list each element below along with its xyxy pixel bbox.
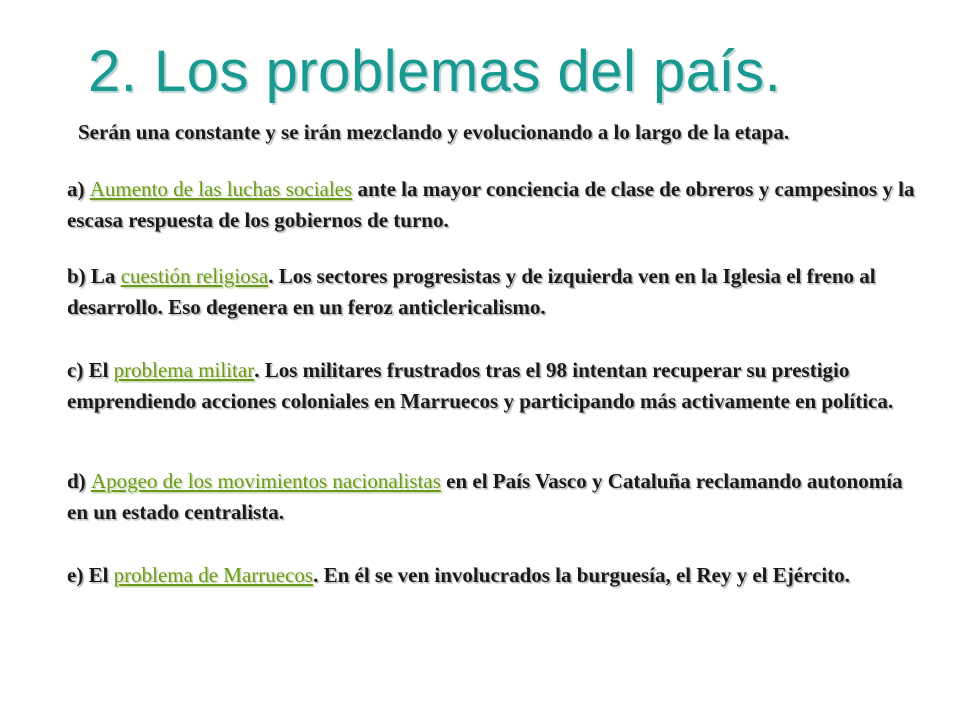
slide-subtitle: Serán una constante y se irán mezclando y evolucionando a lo largo de la etapa. [78, 120, 790, 144]
list-item-c [67, 355, 927, 417]
item-a-text: ante la mayor conciencia de clase de obreros y campesinos y la escasa respuesta de los gobiernos de turno. [67, 177, 915, 232]
item-d-text: en el País Vasco y Cataluña reclamando autonomía en un estado centralista. [67, 469, 903, 524]
item-e-prefix: e) El [67, 563, 114, 587]
list-item-a [67, 174, 927, 236]
item-d-prefix: d) [67, 469, 91, 493]
link-luchas-sociales[interactable]: Aumento de las luchas sociales [89, 177, 353, 201]
item-c-text: . Los militares frustrados tras el 98 intentan recuperar su prestigio emprendiendo acciones coloniales en Marruecos y participando más activamente en política. [67, 358, 894, 413]
link-cuestion-religiosa[interactable]: cuestión religiosa [120, 264, 269, 288]
item-b-prefix: b) La [67, 264, 121, 288]
item-b-text: . Los sectores progresistas y de izquierda ven en la Iglesia el freno al desarrollo. Eso degenera en un feroz anticlericalismo. [67, 264, 876, 319]
item-c-prefix: c) El [67, 358, 114, 382]
list-item-b [67, 261, 927, 323]
link-problema-marruecos[interactable]: problema de Marruecos [113, 563, 314, 587]
slide-title: 2. Los problemas del país. [88, 39, 782, 104]
list-item-d [67, 466, 927, 528]
list-item-e [67, 560, 927, 591]
item-a-prefix: a) [67, 177, 90, 201]
link-problema-militar[interactable]: problema militar [113, 358, 255, 382]
link-movimientos-nacionalistas[interactable]: Apogeo de los movimientos nacionalistas [90, 469, 441, 493]
item-e-text: . En él se ven involucrados la burguesía, el Rey y el Ejército. [313, 563, 850, 587]
